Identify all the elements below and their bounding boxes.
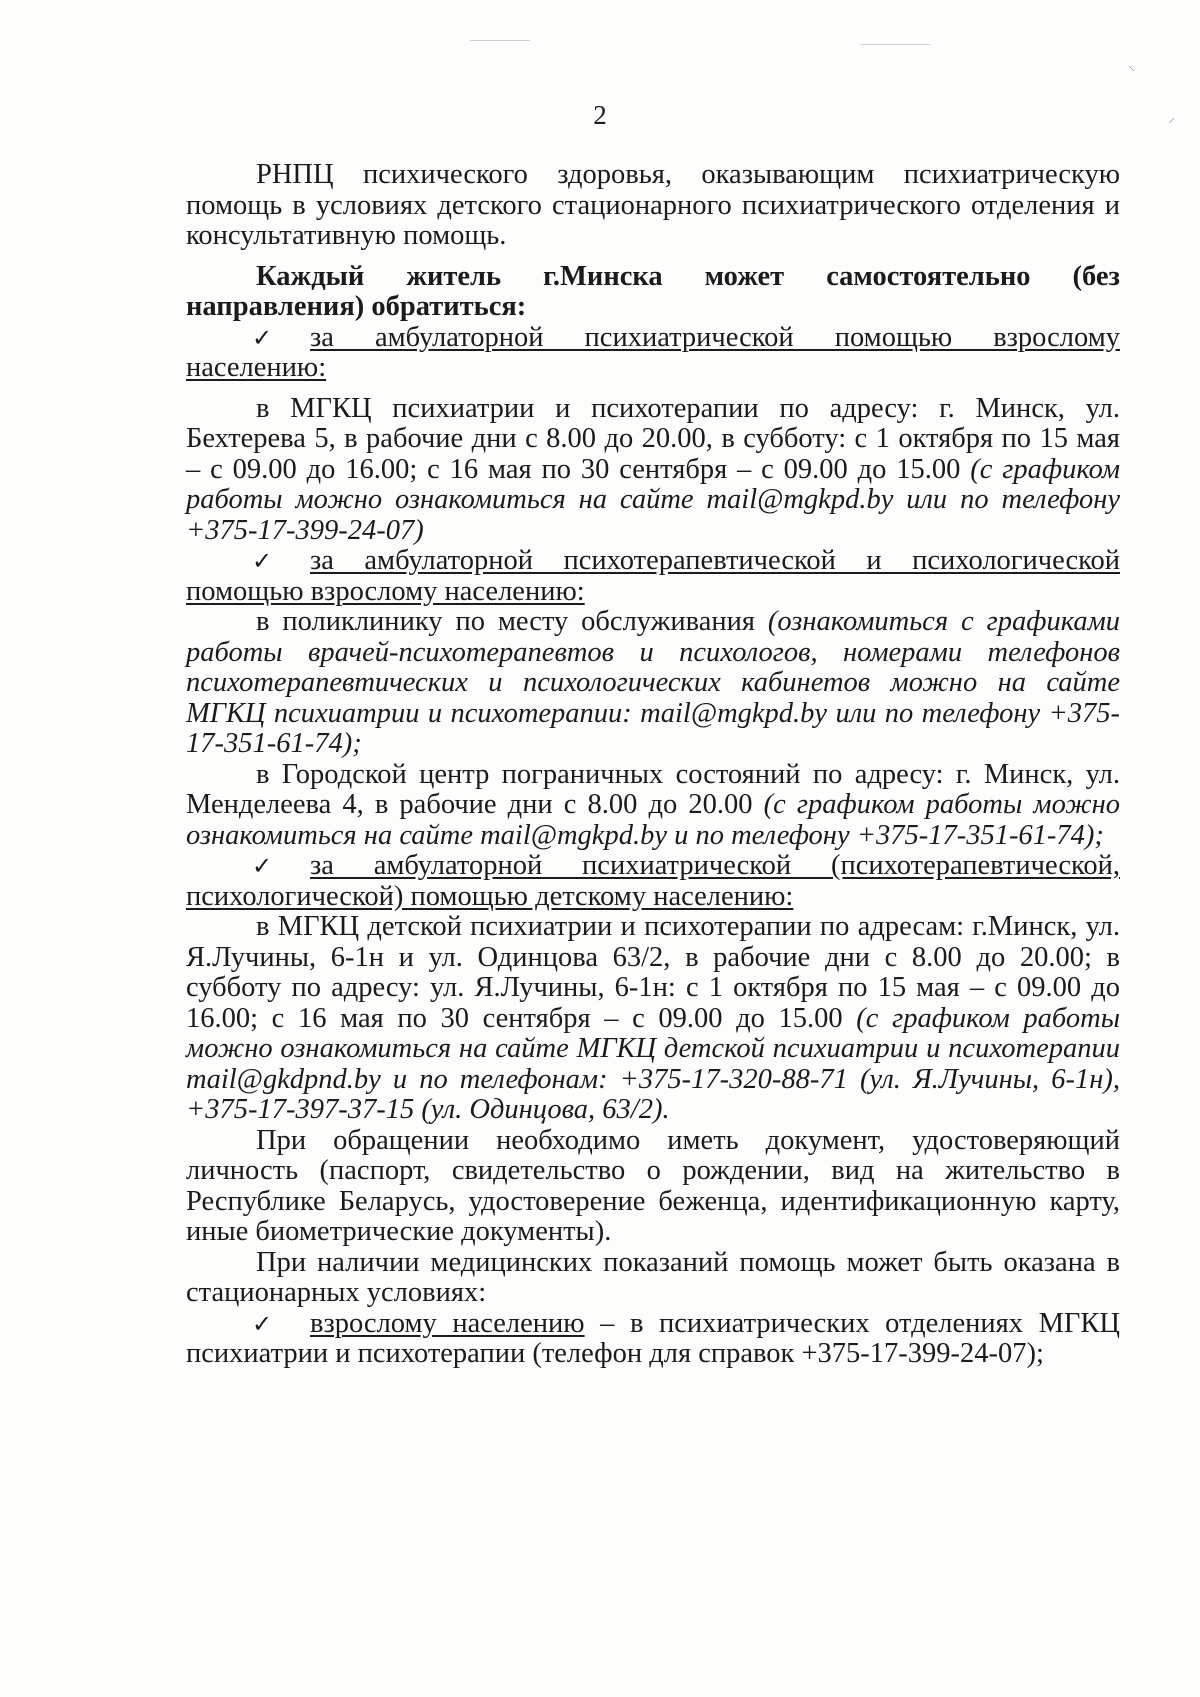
adult-psychiatric-title-text: за амбулаторной психиатрической помощью взрослому населению: [186,321,1120,383]
border-center-contacts: (с графиком работы можно ознакомиться на сайте mail@mgkpd.by и по телефону +375-17-351-61-74); [186,789,1121,851]
polyclinic-contacts: (ознакомиться с графиками работы врачей-психотерапевтов и психологов, номерами телефонов психотерапевтических и психологических кабинетов можно на сайте МГКЦ психиатрии и психотерапии: mail@mgkpd.by или по телефону +375-17-351-61-74); [186,606,1121,759]
intro-paragraph: РНПЦ психического здоровья, оказывающим психиатрическую помощь в условиях детского стационарного психиатрического отделения и консультативную помощь. [186,159,1120,251]
child-title-text: за амбулаторной психиатрической (психотерапевтической, психологической) помощью детскому населению: [186,850,1120,912]
inpatient-adult-paragraph [186,1309,1120,1370]
check-icon: ✓ [252,852,273,880]
child-text: в МГКЦ детской психиатрии и психотерапии по адресам: г.Минск, ул. Я.Лучины, 6-1н и ул. Одинцова 63/2, в рабочие дни с 8.00 до 20.00; в субботу по адресу: ул. Я.Лучины, 6-1н: с 1 октября по 15 мая – с 09.00 до 16.00; с 16 мая по 30 сентября – с 09.00 до 15.00 [186,911,1120,1034]
polyclinic-text: в поликлинику по месту обслуживания [256,606,755,637]
scan-artifact [860,44,930,45]
documents-paragraph: При обращении необходимо иметь документ, удостоверяющий личность (паспорт, свидетельство о рождении, вид на жительство в Республике Беларусь, удостоверение беженца, идентификационную карту, иные биометрические документы). [186,1124,1120,1247]
scan-speck: ⸝ [1168,110,1175,126]
scan-speck: ⸜ [1128,58,1135,74]
polyclinic-paragraph [186,607,1120,760]
section-heading: Каждый житель г.Минска может самостоятельно (без направления) обратиться: [186,260,1120,322]
child-title [186,851,1120,912]
page-number: 2 [593,100,607,130]
adult-therapy-title [186,546,1120,607]
inpatient-adult-title: взрослому населению [310,1307,585,1339]
adult-psychiatric-paragraph [186,394,1120,547]
child-contacts: (с графиком работы можно ознакомиться на сайте МГКЦ детской психиатрии и психотерапии mail@gkdpnd.by и по телефонам: +375-17-320-88-71 (ул. Я.Лучины, 6-1н), +375-17-397-37-15 (ул. Одинцова, 63/2). [186,1002,1121,1125]
check-icon: ✓ [252,1309,273,1338]
inpatient-intro-paragraph: При наличии медицинских показаний помощь может быть оказана в стационарных условиях: [186,1246,1120,1308]
check-icon: ✓ [252,323,273,352]
adult-therapy-title-text: за амбулаторной психотерапевтической и психологической помощью взрослому населению: [186,545,1120,607]
check-icon: ✓ [252,547,273,575]
inpatient-adult-text: – в психиатрических отделениях МГКЦ психиатрии и психотерапии (телефон для справок +375-17-399-24-07); [186,1307,1120,1369]
scan-artifact [470,40,530,41]
adult-psychiatric-text: в МГКЦ психиатрии и психотерапии по адресу: г. Минск, ул. Бехтерева 5, в рабочие дни с 8.00 до 20.00, в субботу: с 1 октября по 15 мая – с 09.00 до 16.00; с 16 мая по 30 сентября – с 09.00 до 15.00 [186,392,1120,485]
border-center-text: в Городской центр пограничных состояний по адресу: г. Минск, ул. Менделеева 4, в рабочие дни с 8.00 до 20.00 [186,758,1120,820]
child-paragraph [186,912,1120,1126]
adult-psychiatric-title [186,323,1120,384]
adult-psychiatric-contacts: (с графиком работы можно ознакомиться на сайте mail@mgkpd.by или по телефону +375-17-399-24-07) [186,453,1121,546]
border-center-paragraph [186,760,1120,852]
